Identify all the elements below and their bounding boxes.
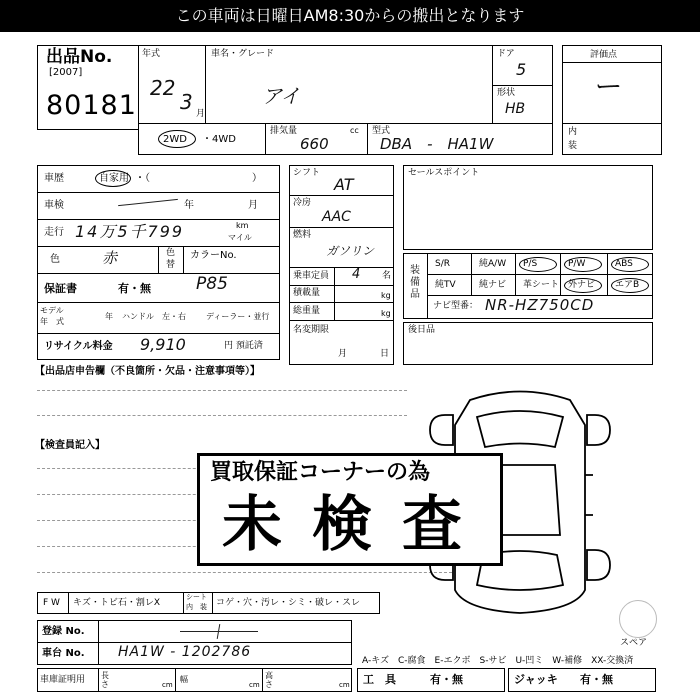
- color-label: 色: [50, 254, 60, 265]
- cert-label: 車庫証明用: [40, 675, 86, 685]
- mileage-label: 走行: [44, 227, 64, 238]
- color-no-value: P85: [196, 274, 228, 294]
- shift-value: AT: [334, 175, 354, 194]
- navi-value: NR-HZ750CD: [485, 296, 595, 314]
- handle-option: ハンドル 左・右: [122, 312, 186, 321]
- cert-height: 高さ: [265, 671, 273, 689]
- spare-tire-icon: [619, 600, 657, 638]
- expiry-month: 月: [338, 349, 348, 359]
- model-label: 型式: [372, 126, 391, 136]
- inspection-year-unit: 年: [184, 200, 194, 211]
- seat-text: コゲ・穴・汚レ・シミ・破レ・スレ: [216, 598, 361, 608]
- fw-text: キズ・トビ石・割レX: [73, 598, 160, 608]
- color-value: 赤: [102, 249, 118, 267]
- gross-label: 総重量: [293, 306, 321, 316]
- tools-label: 工 具: [363, 673, 396, 686]
- cert-width: 幅: [180, 675, 188, 684]
- inspection-label: 車検: [44, 200, 64, 211]
- month-value: 3: [180, 90, 193, 114]
- fw-label: F W: [43, 598, 60, 608]
- fuel-value: ガソリン: [326, 244, 375, 258]
- mileage-unit-km: km: [236, 221, 249, 230]
- model-year-label-2: 年 式: [40, 317, 64, 326]
- drive-2wd: 2WD: [163, 134, 187, 145]
- score-label: 評価点: [590, 50, 618, 60]
- shift-label: シフト: [293, 168, 321, 178]
- load-unit: kg: [381, 291, 391, 300]
- recycle-value: 9,910: [140, 335, 186, 354]
- later-box: [403, 322, 653, 365]
- equip-item: 純A/W: [479, 259, 507, 269]
- reg-label: 登録 No.: [42, 626, 85, 637]
- load-label: 積載量: [293, 288, 321, 298]
- sales-point-label: セールスポイント: [408, 168, 480, 178]
- warranty-value: 有・無: [118, 282, 151, 295]
- equip-item: S/R: [435, 259, 450, 269]
- cert-height-unit: cm: [339, 681, 350, 689]
- ac-label: 冷房: [293, 198, 312, 208]
- seat-label-1: シート: [186, 593, 207, 601]
- expiry-label: 名変期限: [293, 325, 330, 335]
- month-unit: 月: [196, 109, 206, 119]
- expiry-day: 日: [380, 349, 390, 359]
- car-name-label: 車名・グレード: [211, 49, 275, 59]
- model-value: DBA - HA1W: [380, 135, 494, 153]
- warranty-label: 保証書: [44, 282, 77, 295]
- seat-label-2: 内 装: [186, 603, 207, 611]
- recycle-unit: 円 預託済: [224, 341, 263, 351]
- color-no-label: カラーNo.: [190, 250, 237, 261]
- capacity-label: 乗車定員: [293, 271, 330, 281]
- stamp-line2: 未検査: [222, 490, 492, 560]
- equip-item: 純ナビ: [479, 280, 507, 290]
- equip-item: ABS: [615, 259, 633, 269]
- jack-label: ジャッキ: [514, 673, 558, 686]
- history-label: 車歴: [44, 173, 64, 184]
- cert-length: 長さ: [101, 671, 109, 689]
- mileage-value: 14万5千799: [75, 222, 185, 241]
- door-value: 5: [516, 60, 527, 79]
- equip-label: 装備品: [410, 265, 420, 300]
- inspection-month-unit: 月: [248, 200, 258, 211]
- tools-value: 有・無: [430, 673, 463, 686]
- interior-label-1: 内: [568, 127, 578, 137]
- displacement-label: 排気量: [270, 126, 298, 136]
- car-name-value: アイ: [262, 84, 301, 108]
- equip-item: P/S: [523, 259, 538, 269]
- equip-item: 外ナビ: [568, 280, 596, 290]
- drive-4wd: ・4WD: [202, 134, 236, 145]
- history-tail-close: ）: [252, 173, 262, 184]
- interior-label-2: 装: [568, 141, 578, 151]
- mileage-unit-mile: マイル: [228, 233, 252, 242]
- jack-value: 有・無: [580, 673, 613, 686]
- top-banner: この車両は日曜日AM8:30からの搬出となります: [0, 0, 700, 32]
- score-value: ー: [592, 70, 621, 103]
- stamp-line1: 買取保証コーナーの為: [210, 460, 431, 485]
- capacity-value: 4: [352, 267, 361, 282]
- gross-unit: kg: [381, 309, 391, 318]
- history-tail-open: ・（: [135, 173, 150, 184]
- history-value: 自家用: [99, 173, 129, 184]
- equip-item: 革シート: [523, 280, 560, 290]
- color-change-2: 替: [166, 260, 176, 270]
- model-year-unit: 年: [105, 312, 113, 321]
- lot-label: 出品No.: [46, 47, 113, 67]
- color-change-1: 色: [166, 248, 176, 258]
- navi-label: ナビ型番：: [433, 301, 479, 311]
- displacement-value: 660: [300, 135, 329, 153]
- displacement-unit: cc: [350, 126, 359, 135]
- chassis-value: HA1W - 1202786: [118, 644, 252, 660]
- capacity-unit: 名: [382, 271, 392, 281]
- equip-item: 純TV: [435, 280, 456, 290]
- ac-value: AAC: [322, 209, 351, 225]
- later-label: 後日品: [408, 325, 436, 335]
- year-value: 22: [150, 76, 176, 100]
- inspector-label: 【検査員記入】: [35, 440, 105, 451]
- fuel-label: 燃料: [293, 230, 312, 240]
- equip-item: P/W: [568, 259, 586, 269]
- cert-length-unit: cm: [162, 681, 173, 689]
- year-label: 年式: [142, 49, 161, 59]
- cert-width-unit: cm: [249, 681, 260, 689]
- shape-value: HB: [505, 101, 526, 117]
- dealer-option: ディーラー・並行: [206, 312, 270, 321]
- lot-number: 80181: [46, 90, 137, 121]
- equip-item: エアB: [615, 280, 640, 290]
- damage-legend: A-キズ C-腐食 E-エクボ S-サビ U-凹ミ W-補修 XX-交換済: [362, 656, 634, 666]
- spare-label: スペア: [620, 638, 648, 648]
- chassis-label: 車台 No.: [42, 648, 85, 659]
- shape-label: 形状: [497, 88, 516, 98]
- model-year-label-1: モデル: [40, 306, 64, 315]
- lot-year-stamp: [2007]: [49, 67, 83, 78]
- recycle-label: リサイクル料金: [44, 341, 113, 352]
- door-label: ドア: [497, 49, 515, 59]
- exhibitor-label: 【出品店申告欄（不良箇所・欠品・注意事項等）】: [35, 366, 260, 377]
